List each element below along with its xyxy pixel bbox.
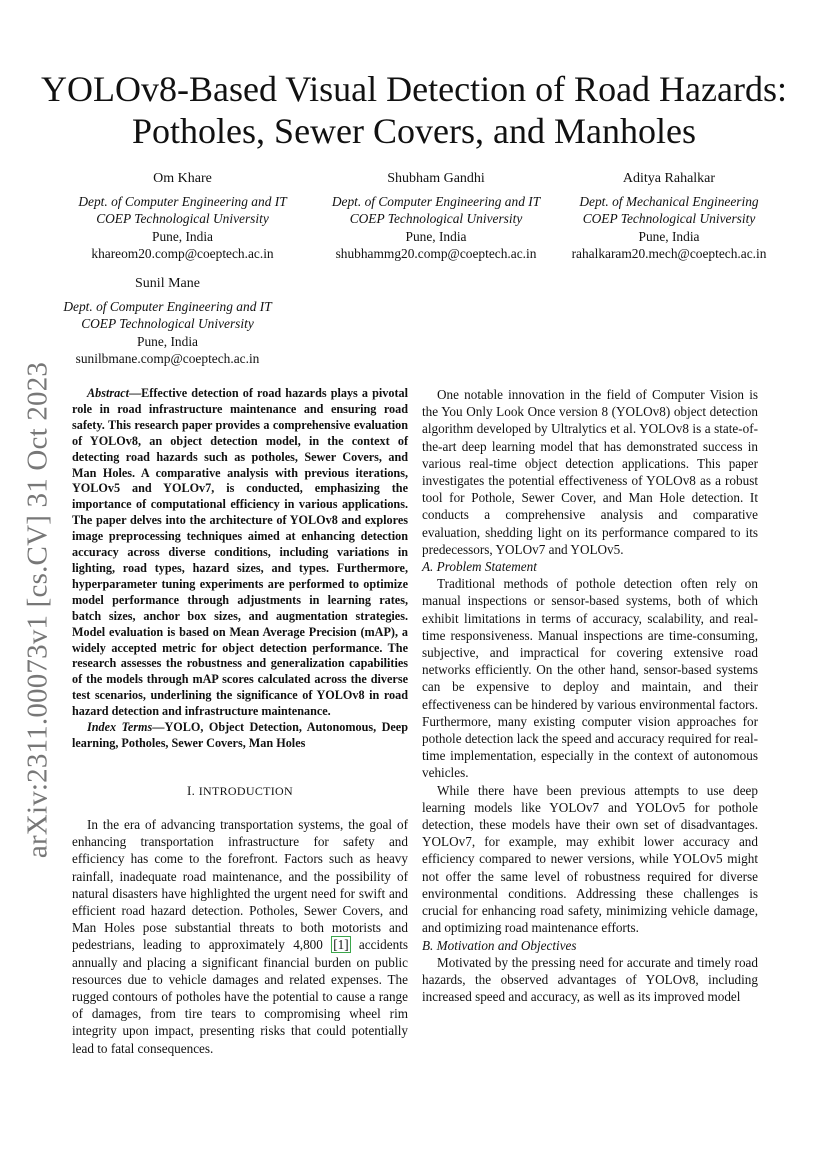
author-dept: Dept. of Mechanical Engineering — [579, 194, 759, 210]
author-email: shubhammg20.comp@coeptech.ac.in — [335, 245, 537, 261]
subsection-heading: B. Motivation and Objectives — [422, 937, 577, 953]
body-paragraph: Traditional methods of pothole detection often rely on manual inspections or sensor-based systems, both of which exhibit limitations in terms of accuracy, scalability, and real-time responsiveness. Manual inspections are time-consuming, subjective, and impractical for covering extensive road networks efficiently. On the other hand, sensor-based systems can be expensive to deploy and maintain, and their effectiveness can be hindered by various environmental factors. Furthermore, many existing computer vision approaches for pothole detection lack the speed and accuracy required for real-time implementation, especially in the context of autonomous vehicles. — [422, 576, 758, 781]
author-location: Pune, India — [152, 228, 213, 244]
arxiv-identifier — [18, 361, 58, 859]
intro-text: accidents annually and placing a significant financial burden on public resources due to vehicle damages and related expenses. The rugged contours of potholes have the potential to cause a range of damages, from tire tears to compromising wheel rim integrity upon impact, presenting risks that could potentially lead to fatal consequences. — [72, 937, 408, 1056]
author-email: khareom20.comp@coeptech.ac.in — [91, 245, 274, 261]
author-name: Aditya Rahalkar — [622, 171, 716, 186]
author-block — [563, 170, 775, 262]
author-name: Sunil Mane — [135, 276, 200, 291]
author-name: Shubham Gandhi — [387, 171, 485, 186]
author-location: Pune, India — [137, 333, 198, 349]
paper-title — [40, 68, 788, 152]
body-paragraph: Motivated by the pressing need for accurate and timely road hazards, the observed advantages of YOLOv8, including increased speed and accuracy, as well as its improved model — [422, 954, 758, 1005]
author-dept: Dept. of Computer Engineering and IT — [331, 194, 541, 210]
arxiv-identifier-text: arXiv:2311.00073v1 [cs.CV] 31 Oct 2023 — [21, 361, 54, 859]
section-numeral: I. — [186, 782, 196, 798]
left-column — [72, 386, 408, 1057]
citation-link[interactable]: [1] — [333, 937, 349, 953]
index-terms-text: —YOLO, Object Detection, Autonomous, Deep learning, Potholes, Sewer Covers, Man Holes — [72, 720, 408, 750]
title-line-1: YOLOv8-Based Visual Detection of Road Hazards: — [41, 69, 787, 109]
author-location: Pune, India — [638, 228, 700, 244]
subsection-heading: A. Problem Statement — [422, 559, 537, 575]
index-terms-label: Index Terms — [87, 720, 153, 735]
author-block — [312, 170, 560, 262]
author-univ: COEP Technological University — [81, 316, 254, 332]
author-name: Om Khare — [153, 171, 212, 186]
abstract-label: Abstract — [87, 386, 129, 400]
section-heading — [72, 782, 408, 800]
intro-paragraph: One notable innovation in the field of Computer Vision is the You Only Look Once version 8 (YOLOv8) object detection algorithm developed by Ultralytics et al. YOLOv8 is a state-of-the-art deep learning model that has demonstrated success in various real-time object detection applications. This paper investigates the potential effectiveness of YOLOv8 as a robust tool for Pothole, Sewer Cover, and Man Hole detection. It conducts a comprehensive analysis and comparative evaluation, shedding light on its performance compared to its predecessors, YOLOv7 and YOLOv5. — [422, 387, 758, 557]
right-column — [422, 386, 758, 1005]
author-location: Pune, India — [405, 228, 467, 244]
author-univ: COEP Technological University — [96, 211, 269, 227]
author-dept: Dept. of Computer Engineering and IT — [78, 194, 287, 210]
author-email: rahalkaram20.mech@coeptech.ac.in — [571, 245, 767, 261]
author-dept: Dept. of Computer Engineering and IT — [63, 299, 272, 315]
title-line-2: Potholes, Sewer Covers, and Manholes — [132, 111, 696, 151]
body-paragraph: While there have been previous attempts to use deep learning models like YOLOv7 and YOLOv5 for pothole detection, these models have their own set of disadvantages. YOLOv7, for example, may exhibit lower accuracy and efficiency compared to newer versions, while YOLOv5 might not offer the same level of robustness required for diverse environmental conditions. Addressing these challenges is crucial for enhancing road safety, minimizing vehicle damage, and optimizing road maintenance efforts. — [422, 782, 758, 936]
intro-paragraph — [72, 816, 408, 1057]
author-block — [60, 170, 305, 262]
intro-text: In the era of advancing transportation systems, the goal of enhancing transportation infrastructure for safety and efficiency has come to the forefront. Factors such as heavy rainfall, inadequate road maintenance, and the possibility of natural disasters have highlighted the urgent need for swift and efficient road hazard detection. Potholes, Sewer Covers, and Man Holes pose substantial threats to both motorists and pedestrians, leading to approximately 4,800 — [72, 817, 408, 953]
author-email: sunilbmane.comp@coeptech.ac.in — [75, 350, 260, 366]
section-title: INTRODUCTION — [198, 783, 293, 798]
author-univ: COEP Technological University — [349, 211, 523, 227]
author-block — [45, 275, 290, 367]
index-terms — [72, 720, 408, 752]
abstract-text: —Effective detection of road hazards plays a pivotal role in road infrastructure maintenance and ensuring road safety. This research paper provides a comprehensive evaluation of YOLOv8, an object detection model, in the context of detecting road hazards such as potholes, Sewer Covers, and Man Holes. A comparative analysis with previous iterations, YOLOv5 and YOLOv7, is conducted, emphasizing the importance of computational efficiency in various applications. The paper delves into the architecture of YOLOv8 and explores image preprocessing techniques aimed at enhancing detection accuracy across diverse conditions, including variations in lighting, road types, hazard sizes, and types. Furthermore, hyperparameter tuning experiments are performed to optimize model performance through adjustments in learning rates, batch sizes, anchor box sizes, and augmentation strategies. Model evaluation is based on Mean Average Precision (mAP), a widely accepted metric for object detection performance. The research assesses the robustness and generalization capabilities of the models through mAP scores calculated across the diverse test scenarios, underlining the significance of YOLOv8 in road hazard detection and infrastructure maintenance. — [72, 386, 408, 719]
abstract — [72, 386, 408, 720]
author-univ: COEP Technological University — [582, 211, 756, 227]
